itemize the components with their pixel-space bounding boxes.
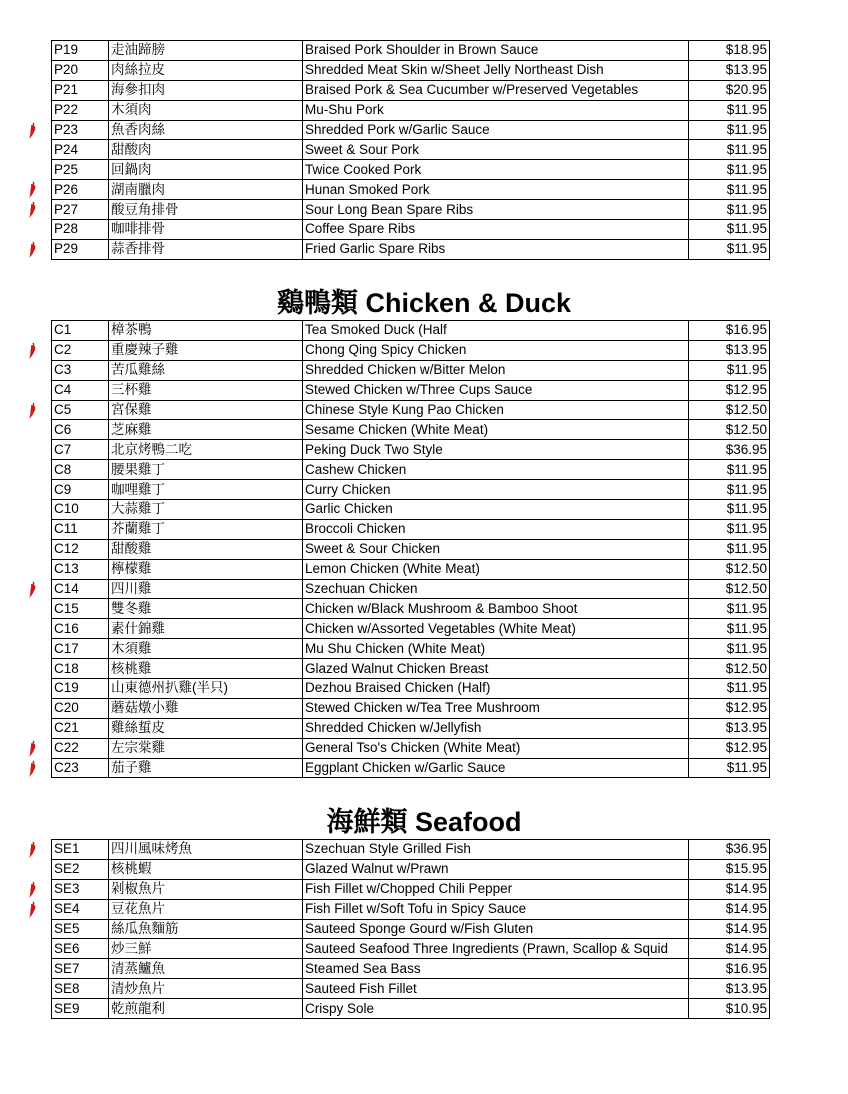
item-chinese-name: 北京烤鴨二吃	[109, 440, 303, 460]
item-chinese-name: 腰果雞丁	[109, 460, 303, 480]
item-code-text: C18	[54, 660, 79, 676]
item-english-name: Dezhou Braised Chicken (Half)	[303, 679, 689, 699]
item-english-name: Sauteed Fish Fillet	[303, 979, 689, 999]
item-chinese-name: 炒三鮮	[109, 939, 303, 959]
item-price: $12.50	[689, 559, 770, 579]
menu-row	[52, 360, 770, 380]
item-english-name: Mu Shu Chicken (White Meat)	[303, 639, 689, 659]
item-english-name: Peking Duck Two Style	[303, 440, 689, 460]
item-chinese-name: 宮保雞	[109, 400, 303, 420]
menu-row	[52, 100, 770, 120]
item-english-name: Chinese Style Kung Pao Chicken	[303, 400, 689, 420]
menu-row	[52, 60, 770, 80]
item-english-name: Szechuan Chicken	[303, 579, 689, 599]
item-code	[52, 679, 109, 699]
item-english-name: Tea Smoked Duck (Half	[303, 321, 689, 341]
item-code	[52, 360, 109, 380]
item-code	[52, 180, 109, 200]
item-code	[52, 519, 109, 539]
item-code	[52, 919, 109, 939]
menu-row	[52, 120, 770, 140]
item-code-text: C5	[54, 402, 72, 417]
menu-row	[52, 738, 770, 758]
menu-row	[52, 718, 770, 738]
menu-row	[52, 659, 770, 679]
item-price: $11.95	[689, 619, 770, 639]
item-english-name: Stewed Chicken w/Three Cups Sauce	[303, 380, 689, 400]
item-chinese-name: 核桃蝦	[109, 859, 303, 879]
item-code	[52, 160, 109, 180]
menu-row	[52, 679, 770, 699]
menu-row	[52, 619, 770, 639]
item-code-text: C6	[54, 421, 72, 437]
item-code	[52, 579, 109, 599]
item-code-text: C12	[54, 541, 79, 557]
item-price: $36.95	[689, 440, 770, 460]
item-english-name: Chong Qing Spicy Chicken	[303, 340, 689, 360]
item-english-name: Braised Pork & Sea Cucumber w/Preserved Vegetables	[303, 80, 689, 100]
item-english-name: Broccoli Chicken	[303, 519, 689, 539]
item-code	[52, 120, 109, 140]
item-code-text: C9	[54, 481, 72, 497]
menu-row	[52, 559, 770, 579]
chili-pepper-icon	[28, 760, 38, 778]
menu-row	[52, 440, 770, 460]
item-code-text: C10	[54, 501, 79, 517]
item-code	[52, 80, 109, 100]
item-code	[52, 859, 109, 879]
item-price: $11.95	[689, 679, 770, 699]
item-price: $12.95	[689, 738, 770, 758]
item-code	[52, 440, 109, 460]
item-chinese-name: 走油蹄膀	[109, 41, 303, 61]
item-chinese-name: 芝麻雞	[109, 420, 303, 440]
item-code	[52, 420, 109, 440]
menu-row	[52, 919, 770, 939]
item-chinese-name: 茄子雞	[109, 758, 303, 778]
item-price: $12.95	[689, 698, 770, 718]
item-code-text: P26	[54, 181, 79, 197]
item-code	[52, 340, 109, 360]
chili-pepper-icon	[28, 181, 38, 199]
item-price: $11.95	[689, 100, 770, 120]
item-chinese-name: 苦瓜雞絲	[109, 360, 303, 380]
item-code	[52, 400, 109, 420]
item-english-name: Sour Long Bean Spare Ribs	[303, 200, 689, 220]
item-english-name: Sauteed Sponge Gourd w/Fish Gluten	[303, 919, 689, 939]
item-code-text: SE1	[54, 841, 80, 857]
item-code	[52, 100, 109, 120]
item-chinese-name: 蒜香排骨	[109, 239, 303, 259]
item-code-text: SE2	[54, 861, 80, 877]
item-price: $11.95	[689, 360, 770, 380]
item-code	[52, 460, 109, 480]
item-chinese-name: 檸檬雞	[109, 559, 303, 579]
menu-row	[52, 999, 770, 1019]
item-english-name: Shredded Chicken w/Bitter Melon	[303, 360, 689, 380]
item-english-name: Glazed Walnut w/Prawn	[303, 859, 689, 879]
item-chinese-name: 左宗棠雞	[109, 738, 303, 758]
item-code-text: C17	[54, 640, 79, 656]
item-code-text: C3	[54, 362, 72, 378]
item-english-name: Shredded Meat Skin w/Sheet Jelly Northeast Dish	[303, 60, 689, 80]
item-price: $12.50	[689, 659, 770, 679]
menu-row	[52, 140, 770, 160]
item-chinese-name: 清蒸鱸魚	[109, 959, 303, 979]
item-chinese-name: 木須雞	[109, 639, 303, 659]
menu-row	[52, 519, 770, 539]
item-english-name: Braised Pork Shoulder in Brown Sauce	[303, 41, 689, 61]
menu-row	[52, 579, 770, 599]
item-code-text: P27	[54, 201, 79, 217]
chili-pepper-icon	[28, 901, 38, 919]
item-code-text: P23	[54, 122, 79, 137]
item-code-text: P28	[54, 221, 79, 237]
item-price: $14.95	[689, 899, 770, 919]
item-english-name: Glazed Walnut Chicken Breast	[303, 659, 689, 679]
item-code-text: C7	[54, 441, 72, 457]
item-chinese-name: 清炒魚片	[109, 979, 303, 999]
item-chinese-name: 甜酸雞	[109, 539, 303, 559]
item-chinese-name: 素什錦雞	[109, 619, 303, 639]
menu-row	[52, 380, 770, 400]
item-english-name: Coffee Spare Ribs	[303, 220, 689, 240]
item-price: $11.95	[689, 460, 770, 480]
item-code-text: C2	[54, 342, 72, 358]
item-code	[52, 380, 109, 400]
item-chinese-name: 蘑菇燉小雞	[109, 698, 303, 718]
seafood-menu-rows	[52, 840, 770, 1019]
menu-row	[52, 340, 770, 360]
item-english-name: Chicken w/Black Mushroom & Bamboo Shoot	[303, 599, 689, 619]
item-price: $11.95	[689, 639, 770, 659]
item-code-text: C23	[54, 760, 79, 776]
menu-row	[52, 500, 770, 520]
menu-row	[52, 420, 770, 440]
item-code	[52, 239, 109, 259]
chili-pepper-icon	[28, 881, 38, 899]
item-chinese-name: 湖南臘肉	[109, 180, 303, 200]
menu-row	[52, 698, 770, 718]
item-code-text: C20	[54, 700, 79, 716]
item-code	[52, 599, 109, 619]
item-chinese-name: 芥蘭雞丁	[109, 519, 303, 539]
item-english-name: General Tso's Chicken (White Meat)	[303, 738, 689, 758]
menu-row	[52, 979, 770, 999]
item-chinese-name: 咖哩雞丁	[109, 480, 303, 500]
menu-row	[52, 879, 770, 899]
item-code	[52, 999, 109, 1019]
item-english-name: Fish Fillet w/Soft Tofu in Spicy Sauce	[303, 899, 689, 919]
item-code-text: SE3	[54, 881, 80, 897]
item-code	[52, 559, 109, 579]
chicken-duck-menu-rows	[52, 321, 770, 778]
item-english-name: Crispy Sole	[303, 999, 689, 1019]
item-code	[52, 659, 109, 679]
item-price: $11.95	[689, 220, 770, 240]
item-code	[52, 41, 109, 61]
item-chinese-name: 重慶辣子雞	[109, 340, 303, 360]
item-code	[52, 979, 109, 999]
seafood-menu-table	[51, 839, 770, 1019]
item-chinese-name: 雙冬雞	[109, 599, 303, 619]
item-price: $11.95	[689, 599, 770, 619]
menu-row	[52, 80, 770, 100]
item-code-text: SE9	[54, 1000, 80, 1016]
item-english-name: Sweet & Sour Chicken	[303, 539, 689, 559]
item-price: $11.95	[689, 539, 770, 559]
menu-row	[52, 41, 770, 61]
item-code-text: C13	[54, 561, 79, 577]
item-price: $11.95	[689, 519, 770, 539]
item-price: $11.95	[689, 180, 770, 200]
item-code-text: P19	[54, 42, 79, 58]
item-code	[52, 220, 109, 240]
chicken-duck-heading: 鷄鴨類 Chicken & Duck	[276, 288, 572, 318]
item-price: $13.95	[689, 340, 770, 360]
item-price: $10.95	[689, 999, 770, 1019]
item-code	[52, 619, 109, 639]
item-english-name: Shredded Chicken w/Jellyfish	[303, 718, 689, 738]
item-chinese-name: 四川雞	[109, 579, 303, 599]
item-code	[52, 500, 109, 520]
menu-row	[52, 239, 770, 259]
item-price: $15.95	[689, 859, 770, 879]
menu-row	[52, 840, 770, 860]
item-code	[52, 879, 109, 899]
item-english-name: Cashew Chicken	[303, 460, 689, 480]
item-code	[52, 899, 109, 919]
item-price: $14.95	[689, 919, 770, 939]
item-chinese-name: 乾煎龍利	[109, 999, 303, 1019]
pork-menu-rows	[52, 41, 770, 260]
item-chinese-name: 核桃雞	[109, 659, 303, 679]
item-code	[52, 840, 109, 860]
menu-row	[52, 639, 770, 659]
item-price: $12.50	[689, 420, 770, 440]
chili-pepper-icon	[28, 841, 38, 859]
menu-row	[52, 758, 770, 778]
item-price: $11.95	[689, 140, 770, 160]
item-price: $12.50	[689, 400, 770, 420]
chili-pepper-icon	[28, 241, 38, 259]
item-price: $16.95	[689, 959, 770, 979]
chili-pepper-icon	[28, 581, 38, 599]
item-english-name: Steamed Sea Bass	[303, 959, 689, 979]
item-chinese-name: 木須肉	[109, 100, 303, 120]
item-code-text: P29	[54, 241, 79, 257]
item-code-text: P20	[54, 62, 79, 78]
item-chinese-name: 肉絲拉皮	[109, 60, 303, 80]
item-english-name: Fish Fillet w/Chopped Chili Pepper	[303, 879, 689, 899]
item-price: $11.95	[689, 239, 770, 259]
item-code	[52, 939, 109, 959]
chicken-duck-menu-table	[51, 320, 770, 778]
item-code-text: C22	[54, 740, 79, 756]
item-english-name: Sauteed Seafood Three Ingredients (Prawn, Scallop & Squid	[303, 939, 689, 959]
item-english-name: Twice Cooked Pork	[303, 160, 689, 180]
item-price: $11.95	[689, 758, 770, 778]
item-code-text: SE4	[54, 901, 80, 917]
item-code	[52, 200, 109, 220]
item-code-text: C4	[54, 382, 72, 398]
item-price: $36.95	[689, 840, 770, 860]
item-price: $11.95	[689, 500, 770, 520]
item-code	[52, 718, 109, 738]
item-english-name: Shredded Pork w/Garlic Sauce	[303, 120, 689, 140]
item-english-name: Mu-Shu Pork	[303, 100, 689, 120]
menu-row	[52, 939, 770, 959]
item-chinese-name: 樟茶鴨	[109, 321, 303, 341]
item-code	[52, 60, 109, 80]
item-code-text: P25	[54, 161, 79, 177]
menu-row	[52, 480, 770, 500]
item-code-text: C15	[54, 600, 79, 616]
chili-pepper-icon	[28, 201, 38, 219]
item-chinese-name: 三杯雞	[109, 380, 303, 400]
item-chinese-name: 豆花魚片	[109, 899, 303, 919]
item-code	[52, 480, 109, 500]
item-chinese-name: 甜酸肉	[109, 140, 303, 160]
item-code-text: C8	[54, 461, 72, 477]
item-code-text: C19	[54, 680, 79, 696]
item-price: $11.95	[689, 480, 770, 500]
chili-pepper-icon	[28, 402, 38, 420]
item-code	[52, 959, 109, 979]
item-code-text: P21	[54, 82, 79, 98]
item-price: $13.95	[689, 60, 770, 80]
item-chinese-name: 海參扣肉	[109, 80, 303, 100]
item-code	[52, 738, 109, 758]
item-price: $12.50	[689, 579, 770, 599]
item-price: $20.95	[689, 80, 770, 100]
item-english-name: Fried Garlic Spare Ribs	[303, 239, 689, 259]
item-english-name: Eggplant Chicken w/Garlic Sauce	[303, 758, 689, 778]
menu-row	[52, 899, 770, 919]
item-english-name: Stewed Chicken w/Tea Tree Mushroom	[303, 698, 689, 718]
item-price: $14.95	[689, 939, 770, 959]
menu-row	[52, 220, 770, 240]
menu-row	[52, 180, 770, 200]
menu-row	[52, 460, 770, 480]
item-price: $13.95	[689, 718, 770, 738]
seafood-heading: 海鮮類 Seafood	[326, 807, 522, 837]
item-code-text: C14	[54, 581, 79, 597]
item-code-text: C11	[54, 521, 78, 537]
item-english-name: Hunan Smoked Pork	[303, 180, 689, 200]
item-english-name: Curry Chicken	[303, 480, 689, 500]
item-code-text: SE5	[54, 921, 80, 936]
item-code-text: SE6	[54, 940, 80, 956]
item-chinese-name: 山東德州扒雞(半只)	[109, 679, 303, 699]
item-code-text: SE8	[54, 980, 80, 996]
item-price: $18.95	[689, 41, 770, 61]
item-chinese-name: 酸豆角排骨	[109, 200, 303, 220]
item-price: $14.95	[689, 879, 770, 899]
item-price: $11.95	[689, 200, 770, 220]
item-code-text: C16	[54, 620, 79, 636]
menu-row	[52, 859, 770, 879]
item-code	[52, 639, 109, 659]
item-code-text: P24	[54, 141, 79, 157]
menu-row	[52, 160, 770, 180]
item-english-name: Sesame Chicken (White Meat)	[303, 420, 689, 440]
item-chinese-name: 剁椒魚片	[109, 879, 303, 899]
chili-pepper-icon	[28, 342, 38, 360]
chili-pepper-icon	[28, 122, 38, 140]
item-english-name: Chicken w/Assorted Vegetables (White Meat)	[303, 619, 689, 639]
item-code	[52, 140, 109, 160]
item-english-name: Lemon Chicken (White Meat)	[303, 559, 689, 579]
pork-menu-table	[51, 40, 770, 260]
item-code-text: C21	[54, 720, 79, 736]
menu-row	[52, 200, 770, 220]
item-code-text: P22	[54, 102, 79, 118]
item-chinese-name: 大蒜雞丁	[109, 500, 303, 520]
menu-row	[52, 959, 770, 979]
item-english-name: Szechuan Style Grilled Fish	[303, 840, 689, 860]
item-price: $13.95	[689, 979, 770, 999]
menu-row	[52, 599, 770, 619]
item-code	[52, 758, 109, 778]
item-chinese-name: 回鍋肉	[109, 160, 303, 180]
item-code	[52, 539, 109, 559]
item-chinese-name: 魚香肉絲	[109, 120, 303, 140]
menu-row	[52, 321, 770, 341]
item-code	[52, 321, 109, 341]
menu-row	[52, 539, 770, 559]
item-english-name: Sweet & Sour Pork	[303, 140, 689, 160]
item-price: $12.95	[689, 380, 770, 400]
item-chinese-name: 雞絲蜇皮	[109, 718, 303, 738]
item-code	[52, 698, 109, 718]
item-price: $11.95	[689, 120, 770, 140]
item-price: $16.95	[689, 321, 770, 341]
item-price: $11.95	[689, 160, 770, 180]
chili-pepper-icon	[28, 740, 38, 758]
item-chinese-name: 咖啡排骨	[109, 220, 303, 240]
item-chinese-name: 四川風味烤魚	[109, 840, 303, 860]
item-code-text: SE7	[54, 960, 80, 976]
item-english-name: Garlic Chicken	[303, 500, 689, 520]
item-code-text: C1	[54, 322, 72, 338]
item-chinese-name: 絲瓜魚麵筋	[109, 919, 303, 939]
menu-row	[52, 400, 770, 420]
